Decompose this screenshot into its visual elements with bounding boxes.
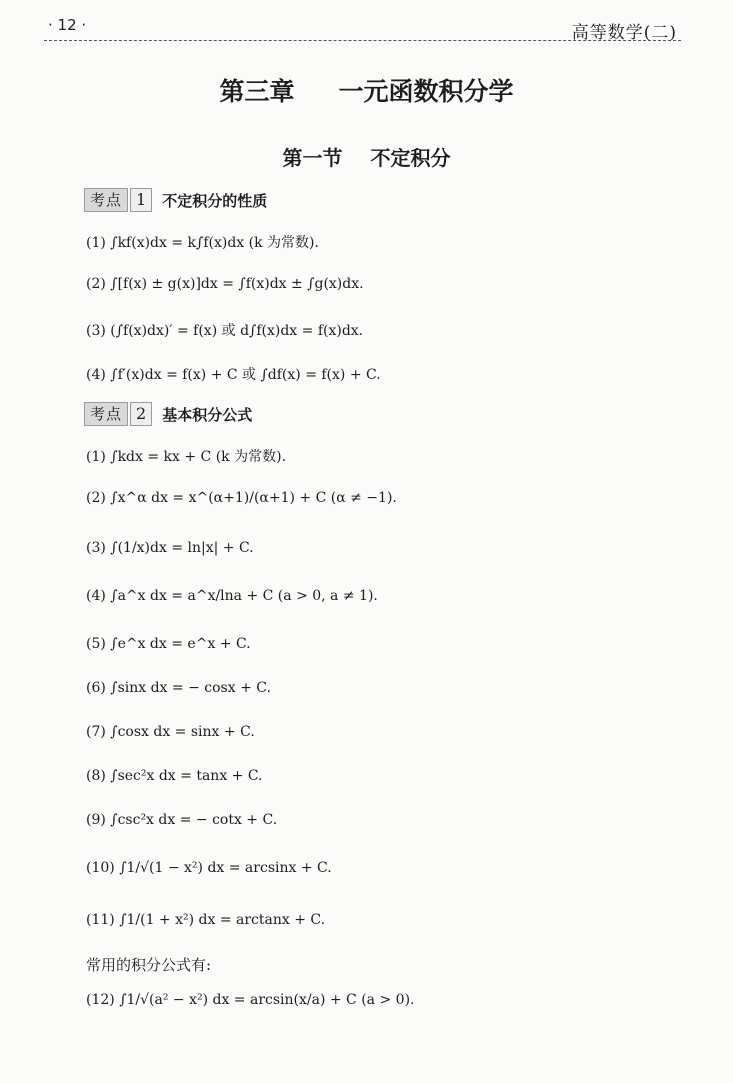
property-3: (3) (∫f(x)dx)′ = f(x) 或 d∫f(x)dx = f(x)dx. — [86, 323, 364, 339]
kaodian-heading-1 — [84, 188, 267, 212]
header-rule — [44, 40, 681, 41]
chapter-title: 一元函数积分学 — [338, 77, 514, 106]
formula-10: (10) ∫1/√(1 − x²) dx = arcsinx + C. — [86, 860, 332, 876]
chapter-number: 第三章 — [219, 77, 295, 106]
formula-5: (5) ∫e^x dx = e^x + C. — [86, 636, 251, 652]
kaodian-number: 1 — [130, 188, 152, 212]
kaodian-title: 基本积分公式 — [162, 405, 253, 424]
kaodian-number: 2 — [130, 402, 152, 426]
formula-8: (8) ∫sec²x dx = tanx + C. — [86, 768, 263, 784]
property-4: (4) ∫f′(x)dx = f(x) + C 或 ∫df(x) = f(x) + C. — [86, 367, 381, 383]
formula-1: (1) ∫kdx = kx + C (k 为常数). — [86, 449, 287, 465]
chapter-heading — [0, 72, 733, 108]
section-number: 第一节 — [282, 146, 343, 170]
section-title: 不定积分 — [370, 146, 451, 170]
common-formulas-intro: 常用的积分公式有: — [86, 956, 212, 974]
formula-6: (6) ∫sinx dx = − cosx + C. — [86, 680, 271, 696]
property-2: (2) ∫[f(x) ± g(x)]dx = ∫f(x)dx ± ∫g(x)dx. — [86, 276, 364, 292]
property-1: (1) ∫kf(x)dx = k∫f(x)dx (k 为常数). — [86, 235, 319, 251]
page-number: · 12 · — [48, 16, 87, 34]
formula-3: (3) ∫(1/x)dx = ln|x| + C. — [86, 540, 254, 556]
formula-9: (9) ∫csc²x dx = − cotx + C. — [86, 812, 278, 828]
kaodian-heading-2 — [84, 402, 252, 426]
kaodian-label: 考点 — [84, 188, 128, 212]
book-title: 高等数学(二) — [571, 23, 677, 43]
page-header — [0, 0, 733, 48]
formula-4: (4) ∫a^x dx = a^x/lna + C (a > 0, a ≠ 1). — [86, 588, 378, 604]
section-heading — [0, 142, 733, 171]
formula-7: (7) ∫cosx dx = sinx + C. — [86, 724, 255, 740]
formula-11: (11) ∫1/(1 + x²) dx = arctanx + C. — [86, 912, 326, 928]
formula-2: (2) ∫x^α dx = x^(α+1)/(α+1) + C (α ≠ −1). — [86, 490, 397, 506]
formula-12: (12) ∫1/√(a² − x²) dx = arcsin(x/a) + C (a > 0). — [86, 992, 415, 1008]
kaodian-label: 考点 — [84, 402, 128, 426]
kaodian-title: 不定积分的性质 — [162, 191, 268, 210]
